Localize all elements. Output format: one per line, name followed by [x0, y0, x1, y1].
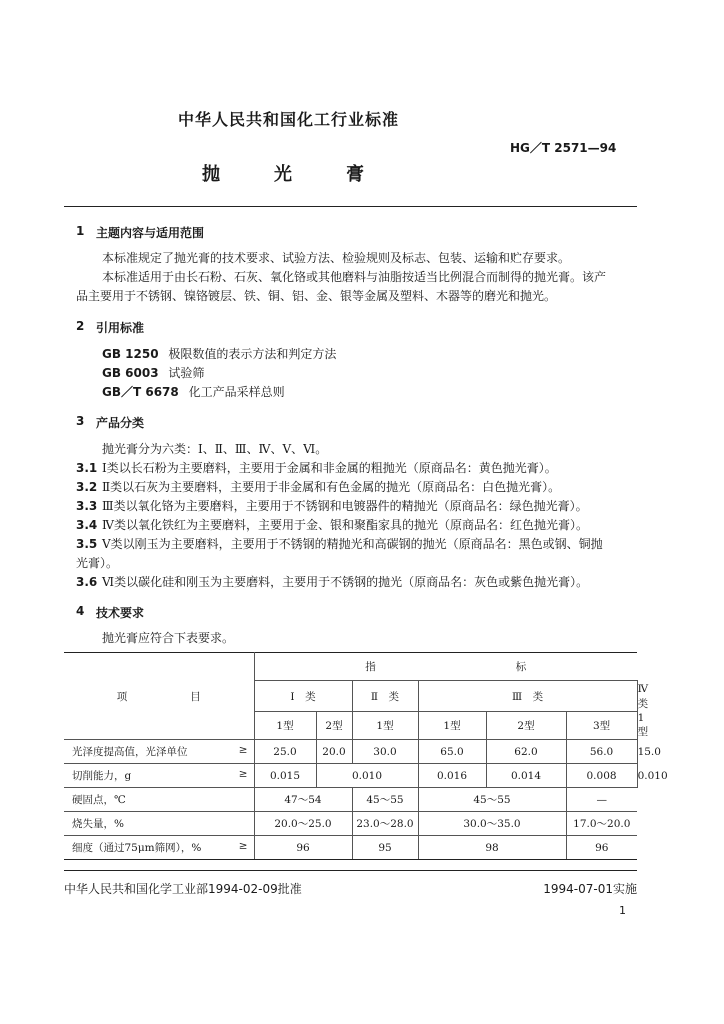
clause-3-4: [76, 516, 588, 535]
section-4-heading: 技术要求: [96, 606, 145, 620]
type-header: 3型: [566, 712, 637, 740]
clause-text: Ⅵ类以碳化硅和刚玉为主要磨料，主要用于不锈钢的抛光（原商品名：灰色或紫色抛光膏）。: [102, 575, 589, 589]
table-row: [64, 812, 637, 836]
section-3-heading: 产品分类: [96, 416, 145, 430]
class-header: Ⅲ 类: [418, 681, 637, 712]
table-row: [64, 788, 637, 812]
operator-symbol: ≥: [238, 744, 248, 756]
section-1-number: 1: [76, 224, 85, 238]
table-cell: 25.0: [254, 740, 316, 764]
type-header: 1型: [418, 712, 486, 740]
table-cell: 30.0～35.0: [418, 812, 566, 836]
reference-row: [102, 364, 204, 383]
table-cell: 0.014: [486, 764, 566, 788]
table-cell: 17.0～20.0: [566, 812, 637, 836]
type-header: 1型: [352, 712, 418, 740]
footer-divider: [64, 870, 637, 871]
table-cell: 56.0: [566, 740, 637, 764]
section-2-number: 2: [76, 319, 85, 333]
row-label: 光泽度提高值，光泽单位 ≥: [64, 740, 254, 764]
reference-title: 化工产品采样总则: [188, 385, 285, 399]
issuing-body-title: 中华人民共和国化工行业标准: [178, 110, 400, 129]
table-cell: —: [566, 788, 637, 812]
table-cell: 62.0: [486, 740, 566, 764]
reference-code: GB 6003: [102, 366, 159, 380]
row-label: 烧失量，%: [64, 812, 254, 836]
table-cell: 96: [566, 836, 637, 860]
page-number: 1: [619, 904, 626, 917]
section-1-paragraph-2-line-1: 本标准适用于由长石粉、石灰、氧化铬或其他磨料与油脂按适当比例混合而制得的抛光膏。该产: [102, 270, 607, 284]
table-cell: 47～54: [254, 788, 352, 812]
table-cell: 45～55: [418, 788, 566, 812]
table-row: 切削能力，g ≥ 0.015 0.010 0.016 0.014 0.008 0.010: [64, 764, 637, 788]
clause-text: Ⅰ类以长石粉为主要磨料，主要用于金属和非金属的粗抛光（原商品名：黄色抛光膏）。: [102, 461, 557, 475]
standard-code: HG／T 2571—94: [510, 141, 617, 155]
table-cell: 96: [254, 836, 352, 860]
clause-3-1: [76, 459, 557, 478]
clause-number: 3.6: [76, 575, 98, 589]
clause-3-5-continuation: 光膏）。: [76, 556, 119, 570]
type-header-row: 1型 2型 1型 1型 2型 3型 1型: [64, 712, 637, 740]
table-cell: 98: [418, 836, 566, 860]
table-cell: 95: [352, 836, 418, 860]
clause-number: 3.4: [76, 518, 98, 532]
section-4-number: 4: [76, 604, 85, 618]
clause-3-2: [76, 478, 560, 497]
clause-3-3: [76, 497, 588, 516]
operator-symbol: ≥: [238, 768, 248, 780]
clause-text: Ⅱ类以石灰为主要磨料，主要用于非金属和有色金属的抛光（原商品名：白色抛光膏）。: [102, 480, 561, 494]
table-cell: 0.016: [418, 764, 486, 788]
clause-3-5: [76, 535, 603, 554]
class-header: Ⅱ 类: [352, 681, 418, 712]
section-2-heading: 引用标准: [96, 321, 145, 335]
row-label: 细度（通过75μm筛网），% ≥: [64, 836, 254, 860]
table-cell: 45～55: [352, 788, 418, 812]
reference-code: GB 1250: [102, 347, 159, 361]
clause-text: Ⅲ类以氧化铬为主要磨料，主要用于不锈钢和电镀器件的精抛光（原商品名：绿色抛光膏）。: [102, 499, 588, 513]
requirements-table: [64, 652, 668, 860]
clause-number: 3.1: [76, 461, 98, 475]
clause-number: 3.2: [76, 480, 98, 494]
section-3-intro: 抛光膏分为六类：Ⅰ、Ⅱ、Ⅲ、Ⅳ、Ⅴ、Ⅵ。: [102, 442, 328, 456]
clause-number: 3.3: [76, 499, 98, 513]
indicator-header-char: 指: [365, 661, 376, 673]
table-row: 光泽度提高值，光泽单位 ≥ 25.0 20.0 30.0 65.0 62.0 56.0 15.0: [64, 740, 637, 764]
class-header-row: Ⅰ 类 Ⅱ 类 Ⅲ 类 Ⅳ 类: [64, 681, 637, 712]
section-1-paragraph-1: 本标准规定了抛光膏的技术要求、试验方法、检验规则及标志、包装、运输和贮存要求。: [102, 251, 571, 265]
effective-date: 1994-07-01实施: [543, 882, 637, 896]
approval-line: 中华人民共和国化学工业部1994-02-09批准: [64, 882, 302, 896]
table-row: [64, 836, 637, 860]
reference-title: 试验筛: [168, 366, 205, 380]
clause-number: 3.5: [76, 537, 98, 551]
type-header: 1型: [254, 712, 316, 740]
row-label: 切削能力，g ≥: [64, 764, 254, 788]
table-header-row: [64, 653, 637, 681]
reference-row: [102, 345, 336, 364]
reference-row: [102, 383, 285, 402]
clause-3-6: [76, 573, 588, 592]
clause-text: Ⅳ类以氧化铁红为主要磨料，主要用于金、银和聚酯家具的抛光（原商品名：红色抛光膏）。: [102, 518, 588, 532]
table-cell: 0.008: [566, 764, 637, 788]
indicator-header-char: 标: [515, 661, 527, 673]
document-title: 抛 光 膏: [202, 164, 364, 185]
type-header: 2型: [486, 712, 566, 740]
class-header: Ⅰ 类: [254, 681, 352, 712]
table-cell: 30.0: [352, 740, 418, 764]
indicator-header: [254, 653, 637, 681]
item-header: 项 目: [64, 653, 254, 740]
table-cell: 0.010: [316, 764, 418, 788]
reference-title: 极限数值的表示方法和判定方法: [168, 347, 337, 361]
reference-code: GB／T 6678: [102, 385, 179, 399]
section-4-intro: 抛光膏应符合下表要求。: [102, 631, 235, 645]
section-1-heading: 主题内容与适用范围: [96, 226, 205, 240]
section-3-number: 3: [76, 414, 85, 428]
operator-symbol: ≥: [238, 840, 248, 852]
table-cell: 65.0: [418, 740, 486, 764]
table-cell: 20.0: [316, 740, 352, 764]
row-label: 硬固点，℃: [64, 788, 254, 812]
table-cell: 0.015: [254, 764, 316, 788]
table-cell: 23.0～28.0: [352, 812, 418, 836]
title-divider: [64, 206, 637, 207]
type-header: 2型: [316, 712, 352, 740]
section-1-paragraph-2-line-2: 品主要用于不锈钢、镍铬镀层、铁、铜、铝、金、银等金属及塑料、木器等的磨光和抛光。: [76, 289, 557, 303]
clause-text: Ⅴ类以刚玉为主要磨料，主要用于不锈钢的精抛光和高碳钢的抛光（原商品名：黑色或钢、铜抛: [102, 537, 603, 551]
table-cell: 20.0～25.0: [254, 812, 352, 836]
